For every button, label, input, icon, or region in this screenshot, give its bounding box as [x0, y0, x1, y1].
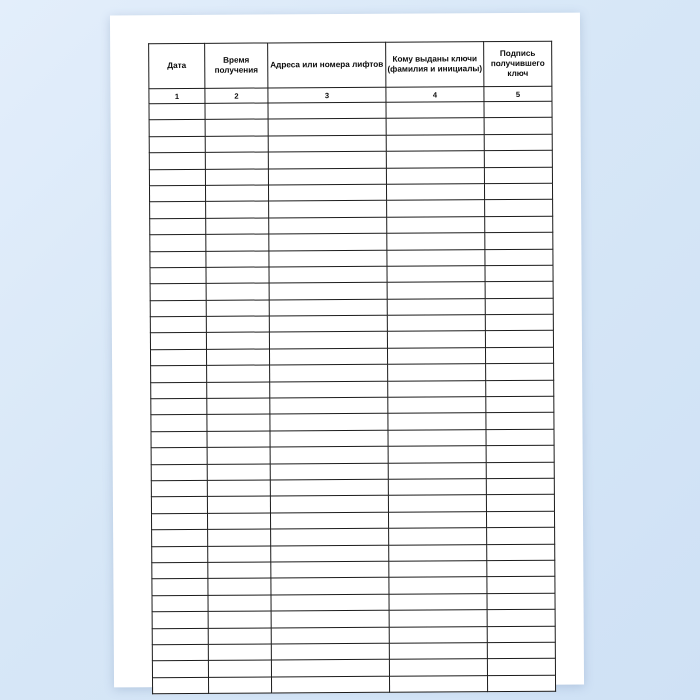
table-cell[interactable]	[485, 216, 553, 233]
table-cell[interactable]	[150, 234, 206, 251]
table-cell[interactable]	[270, 414, 388, 431]
table-cell[interactable]	[484, 134, 552, 151]
table-cell[interactable]	[487, 675, 555, 692]
table-cell[interactable]	[389, 528, 487, 545]
table-cell[interactable]	[150, 267, 206, 284]
table-cell[interactable]	[207, 447, 270, 464]
table-cell[interactable]	[486, 445, 554, 462]
table-cell[interactable]	[149, 136, 205, 153]
column-number-4: 4	[386, 87, 484, 103]
table-cell[interactable]	[207, 431, 270, 448]
table-cell[interactable]	[389, 561, 487, 578]
table-cell[interactable]	[208, 660, 271, 677]
table-cell[interactable]	[487, 626, 555, 643]
table-cell[interactable]	[207, 496, 270, 513]
table-cell[interactable]	[151, 366, 207, 383]
table-cell[interactable]	[152, 530, 208, 547]
table-cell[interactable]	[387, 216, 485, 233]
table-cell[interactable]	[484, 150, 552, 167]
table-cell[interactable]	[271, 676, 389, 693]
table-cell[interactable]	[208, 611, 271, 628]
table-cell[interactable]	[486, 478, 554, 495]
column-number-1: 1	[149, 88, 205, 103]
table-cell[interactable]	[268, 151, 386, 168]
table-cell[interactable]	[151, 431, 207, 448]
column-header-address-line1: Адреса или номера лифтов	[270, 59, 384, 70]
table-cell[interactable]	[389, 626, 487, 643]
table-cell[interactable]	[389, 593, 487, 610]
table-cell[interactable]	[271, 594, 389, 611]
table-cell[interactable]	[387, 249, 485, 266]
table-cell[interactable]	[487, 577, 555, 594]
table-cell[interactable]	[269, 332, 387, 349]
table-cell[interactable]	[150, 284, 206, 301]
table-cell[interactable]	[208, 546, 271, 563]
table-cell[interactable]	[206, 283, 269, 300]
table-cell[interactable]	[388, 429, 486, 446]
table-cell[interactable]	[206, 316, 269, 333]
table-cell[interactable]	[152, 677, 208, 694]
table-cell[interactable]	[486, 495, 554, 512]
table-row[interactable]	[152, 675, 555, 694]
table-cell[interactable]	[207, 398, 270, 415]
table-cell[interactable]	[270, 397, 388, 414]
table-cell[interactable]	[152, 562, 208, 579]
table-cell[interactable]	[149, 185, 205, 202]
table-cell[interactable]	[207, 464, 270, 481]
table-cell[interactable]	[205, 136, 268, 153]
table-cell[interactable]	[270, 365, 388, 382]
table-cell[interactable]	[386, 167, 484, 184]
table-cell[interactable]	[151, 513, 207, 530]
table-cell[interactable]	[268, 135, 386, 152]
table-cell[interactable]	[486, 462, 554, 479]
table-cell[interactable]	[207, 480, 270, 497]
table-cell[interactable]	[487, 544, 555, 561]
table-cell[interactable]	[487, 560, 555, 577]
table-cell[interactable]	[389, 577, 487, 594]
table-cell[interactable]	[206, 218, 269, 235]
table-cell[interactable]	[486, 380, 554, 397]
column-header-recipient	[386, 42, 484, 88]
table-cell[interactable]	[387, 331, 485, 348]
table-cell[interactable]	[387, 200, 485, 217]
table-cell[interactable]	[389, 643, 487, 660]
table-cell[interactable]	[270, 463, 388, 480]
table-cell[interactable]	[205, 119, 268, 136]
table-cell[interactable]	[485, 249, 553, 266]
table-cell[interactable]	[269, 217, 387, 234]
table-cell[interactable]	[269, 250, 387, 267]
table-cell[interactable]	[389, 610, 487, 627]
table-cell[interactable]	[150, 300, 206, 317]
table-cell[interactable]	[208, 578, 271, 595]
table-cell[interactable]	[151, 448, 207, 465]
table-cell[interactable]	[389, 659, 487, 676]
table-cell[interactable]	[269, 266, 387, 283]
table-cell[interactable]	[270, 446, 388, 463]
column-header-time-line2: получения	[214, 65, 259, 75]
table-cell[interactable]	[206, 267, 269, 284]
table-cell[interactable]	[271, 578, 389, 595]
table-cell[interactable]	[269, 201, 387, 218]
table-cell[interactable]	[206, 250, 269, 267]
table-cell[interactable]	[207, 382, 270, 399]
table-cell[interactable]	[486, 363, 554, 380]
table-cell[interactable]	[484, 183, 552, 200]
table-cell[interactable]	[268, 184, 386, 201]
table-cell[interactable]	[485, 282, 553, 299]
table-cell[interactable]	[206, 300, 269, 317]
table-cell[interactable]	[484, 101, 552, 118]
column-number-5: 5	[484, 86, 552, 101]
column-header-date	[149, 43, 205, 88]
table-cell[interactable]	[387, 266, 485, 283]
column-header-time-line1: Время	[223, 55, 250, 65]
table-cell[interactable]	[271, 627, 389, 644]
table-cell[interactable]	[387, 348, 485, 365]
table-cell[interactable]	[389, 675, 487, 692]
table-cell[interactable]	[388, 364, 486, 381]
table-header-row	[149, 41, 552, 88]
column-number-2: 2	[205, 88, 268, 103]
table-cell[interactable]	[271, 610, 389, 627]
table-cell[interactable]	[387, 315, 485, 332]
table-cell[interactable]	[269, 315, 387, 332]
table-cell[interactable]	[487, 642, 555, 659]
column-header-address-line2	[268, 70, 385, 71]
column-number-3: 3	[268, 87, 386, 103]
column-header-signature-line1: Подпись	[499, 48, 536, 58]
column-header-signature-line2: получившего ключ	[490, 58, 545, 79]
table-cell[interactable]	[152, 611, 208, 628]
table-cell[interactable]	[269, 348, 387, 365]
table-cell[interactable]	[151, 415, 207, 432]
table-cell[interactable]	[388, 380, 486, 397]
table-cell[interactable]	[485, 331, 553, 348]
table-cell[interactable]	[484, 118, 552, 135]
table-cell[interactable]	[387, 233, 485, 250]
table-cell[interactable]	[207, 513, 270, 530]
table-cell[interactable]	[386, 102, 484, 119]
table-cell[interactable]	[269, 283, 387, 300]
column-header-recipient-line1: Кому выданы ключи	[392, 53, 478, 64]
table-cell[interactable]	[270, 430, 388, 447]
table-cell[interactable]	[271, 643, 389, 660]
paper-sheet	[110, 13, 584, 688]
table-cell[interactable]	[150, 349, 206, 366]
table-cell[interactable]	[270, 479, 388, 496]
table-cell[interactable]	[268, 102, 386, 119]
table-cell[interactable]	[152, 644, 208, 661]
table-cell[interactable]	[270, 512, 388, 529]
table-cell[interactable]	[271, 660, 389, 677]
table-cell[interactable]	[386, 151, 484, 168]
table-cell[interactable]	[151, 497, 207, 514]
table-cell[interactable]	[205, 103, 268, 120]
table-cell[interactable]	[149, 103, 205, 120]
table-cell[interactable]	[205, 152, 268, 169]
table-cell[interactable]	[388, 495, 486, 512]
sheet-content	[148, 41, 550, 653]
table-cell[interactable]	[484, 167, 552, 184]
table-cell[interactable]	[206, 332, 269, 349]
table-cell[interactable]	[485, 200, 553, 217]
table-cell[interactable]	[206, 349, 269, 366]
table-cell[interactable]	[150, 316, 206, 333]
table-cell[interactable]	[269, 233, 387, 250]
table-cell[interactable]	[269, 299, 387, 316]
table-cell[interactable]	[151, 480, 207, 497]
table-cell[interactable]	[388, 413, 486, 430]
table-cell[interactable]	[388, 479, 486, 496]
table-cell[interactable]	[487, 659, 555, 676]
table-cell[interactable]	[268, 168, 386, 185]
table-cell[interactable]	[485, 347, 553, 364]
key-issue-register-table	[148, 41, 556, 695]
table-cell[interactable]	[149, 120, 205, 137]
table-cell[interactable]	[487, 527, 555, 544]
table-cell[interactable]	[151, 464, 207, 481]
table-cell[interactable]	[268, 119, 386, 136]
table-cell[interactable]	[486, 396, 554, 413]
column-header-signature	[484, 41, 552, 86]
table-cell[interactable]	[208, 677, 271, 694]
table-cell[interactable]	[485, 265, 553, 282]
table-cell[interactable]	[206, 201, 269, 218]
table-cell[interactable]	[270, 381, 388, 398]
column-header-time	[205, 43, 268, 88]
table-cell[interactable]	[388, 462, 486, 479]
table-cell[interactable]	[152, 628, 208, 645]
table-cell[interactable]	[388, 511, 486, 528]
column-header-address	[268, 42, 386, 88]
table-cell[interactable]	[152, 579, 208, 596]
table-cell[interactable]	[389, 544, 487, 561]
table-cell[interactable]	[207, 414, 270, 431]
table-cell[interactable]	[487, 609, 555, 626]
table-cell[interactable]	[149, 153, 205, 170]
table-cell[interactable]	[150, 251, 206, 268]
table-cell[interactable]	[208, 529, 271, 546]
table-cell[interactable]	[205, 169, 268, 186]
table-cell[interactable]	[270, 496, 388, 513]
table-cell[interactable]	[151, 398, 207, 415]
table-cell[interactable]	[485, 232, 553, 249]
column-header-date-line1: Дата	[167, 60, 187, 70]
table-body	[149, 101, 556, 694]
table-cell[interactable]	[485, 314, 553, 331]
table-cell[interactable]	[386, 184, 484, 201]
table-cell[interactable]	[208, 562, 271, 579]
table-cell[interactable]	[208, 627, 271, 644]
table-cell[interactable]	[271, 561, 389, 578]
table-cell[interactable]	[208, 644, 271, 661]
table-cell[interactable]	[152, 595, 208, 612]
table-cell[interactable]	[150, 218, 206, 235]
table-cell[interactable]	[271, 545, 389, 562]
table-cell[interactable]	[388, 397, 486, 414]
table-cell[interactable]	[387, 282, 485, 299]
table-cell[interactable]	[206, 234, 269, 251]
table-cell[interactable]	[208, 595, 271, 612]
table-cell[interactable]	[486, 413, 554, 430]
table-cell[interactable]	[386, 134, 484, 151]
table-cell[interactable]	[388, 446, 486, 463]
table-cell[interactable]	[205, 185, 268, 202]
table-cell[interactable]	[485, 298, 553, 315]
table-cell[interactable]	[486, 511, 554, 528]
table-cell[interactable]	[386, 118, 484, 135]
table-cell[interactable]	[150, 333, 206, 350]
table-cell[interactable]	[387, 298, 485, 315]
table-cell[interactable]	[486, 429, 554, 446]
table-cell[interactable]	[149, 169, 205, 186]
table-cell[interactable]	[151, 382, 207, 399]
column-header-recipient-line2: (фамилия и инициалы)	[387, 64, 483, 74]
table-cell[interactable]	[152, 661, 208, 678]
table-cell[interactable]	[207, 365, 270, 382]
table-cell[interactable]	[150, 202, 206, 219]
table-cell[interactable]	[271, 528, 389, 545]
table-cell[interactable]	[152, 546, 208, 563]
table-cell[interactable]	[487, 593, 555, 610]
